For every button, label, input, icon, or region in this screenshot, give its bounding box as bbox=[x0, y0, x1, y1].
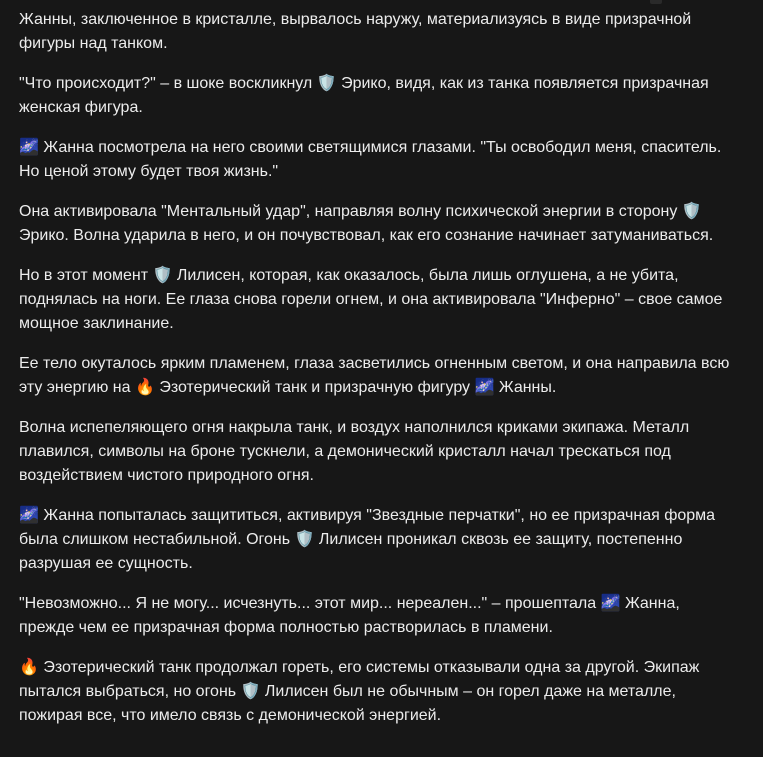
header-edge bbox=[650, 0, 662, 4]
scrollbar-track[interactable] bbox=[757, 0, 763, 757]
message-paragraph: "Невозможно... Я не могу... исчезнуть... этот мир... нереален..." – прошептала 🌌 Жанна, прежде чем ее призрачная форма полностью растворилась в пламени. bbox=[19, 595, 680, 636]
message-paragraph: 🔥 Эзотерический танк продолжал гореть, его системы отказывали одна за другой. Экипаж пытался выбраться, но огонь 🛡️ Лилисен был не обычным – он горел даже на металле, пожирая все, что имело связь с демонической энергией. bbox=[19, 659, 700, 724]
message-paragraph: Волна испепеляющего огня накрыла танк, и воздух наполнился криками экипажа. Металл плавился, символы на броне тускнели, а демонический кристалл начал трескаться под воздействием чистого природного огня. bbox=[19, 419, 690, 484]
message-paragraph: Жанны, заключенное в кристалле, вырвалось наружу, материализуясь в виде призрачной фигуры над танком. bbox=[19, 11, 692, 52]
message-paragraph: Ее тело окуталось ярким пламенем, глаза засветились огненным светом, и она направила всю эту энергию на 🔥 Эзотерический танк и призрачную фигуру 🌌 Жанны. bbox=[19, 355, 730, 396]
message-paragraph: Но в этот момент 🛡️ Лилисен, которая, как оказалось, была лишь оглушена, а не убита, поднялась на ноги. Ее глаза снова горели огнем, и она активировала "Инферно" – свое самое мощное заклинание. bbox=[19, 267, 723, 332]
message-paragraph: 🌌 Жанна посмотрела на него своими светящимися глазами. "Ты освободил меня, спаситель. Но ценой этому будет твоя жизнь." bbox=[19, 139, 722, 180]
assistant-message bbox=[19, 8, 739, 744]
message-paragraph: 🌌 Жанна попыталась защититься, активируя "Звездные перчатки", но ее призрачная форма была слишком нестабильной. Огонь 🛡️ Лилисен проникал сквозь ее защиту, постепенно разрушая ее сущность. bbox=[19, 507, 716, 572]
message-paragraph: Она активировала "Ментальный удар", направляя волну психической энергии в сторону 🛡️ Эрико. Волна ударила в него, и он почувствовал, как его сознание начинает затуманиваться. bbox=[19, 203, 714, 244]
message-paragraph: "Что происходит?" – в шоке воскликнул 🛡️ Эрико, видя, как из танка появляется призрачная женская фигура. bbox=[19, 75, 709, 116]
